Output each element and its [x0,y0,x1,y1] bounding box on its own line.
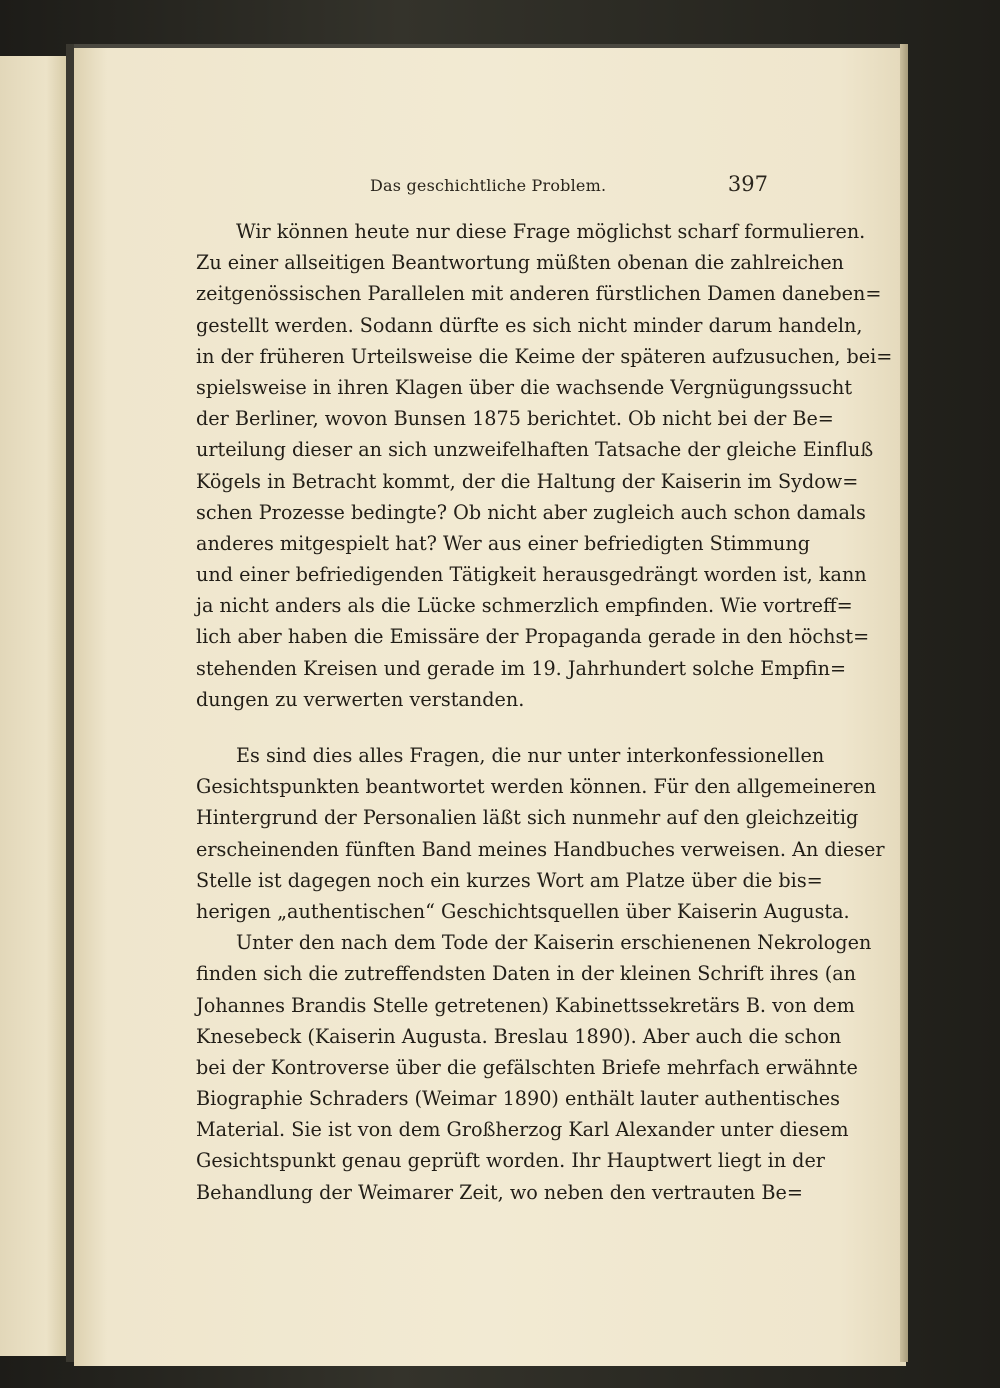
text-line: Knesebeck (Kaiserin Augusta. Breslau 1890). Aber auch die schon [196,1024,842,1048]
page-number: 397 [727,172,768,196]
running-head [120,170,768,200]
text-line: lich aber haben die Emissäre der Propaganda gerade in den höchst= [196,625,870,649]
paragraph [196,216,893,715]
text-line: schen Prozesse bedingte? Ob nicht aber zugleich auch schon damals [196,500,866,524]
text-line: finden sich die zutreffendsten Daten in der kleinen Schrift ihres (an [196,962,857,986]
paragraph [196,927,872,1208]
text-line: Stelle ist dagegen noch ein kurzes Wort am Platze über die bis= [196,868,823,892]
paragraph [196,740,885,927]
text-line: anderes mitgespielt hat? Wer aus einer befriedigten Stimmung [196,531,811,555]
text-line: der Berliner, wovon Bunsen 1875 berichtet. Ob nicht bei der Be= [196,407,834,431]
text-line: Material. Sie ist von dem Großherzog Karl Alexander unter diesem [196,1118,849,1142]
text-line: gestellt werden. Sodann dürfte es sich nicht minder darum handeln, [196,313,863,337]
text-line: herigen „authentischen“ Geschichtsquellen über Kaiserin Augusta. [196,899,850,923]
text-line: Unter den nach dem Tode der Kaiserin erschienenen Nekrologen [236,931,872,955]
text-line: erscheinenden fünften Band meines Handbuches verweisen. An dieser [196,837,885,861]
paragraph-gap [196,715,768,740]
text-line: und einer befriedigenden Tätigkeit herausgedrängt worden ist, kann [196,563,867,587]
text-line: dungen zu verwerten verstanden. [196,687,525,711]
text-line: spielsweise in ihren Klagen über die wachsende Vergnügungssucht [196,375,853,399]
text-line: Es sind dies alles Fragen, die nur unter interkonfessionellen [236,744,825,767]
running-head-title: Das geschichtliche Problem. [370,176,607,195]
text-line: Hintergrund der Personalien läßt sich nunmehr auf den gleichzeitig [196,806,859,830]
text-line: Gesichtspunkten beantwortet werden können. Für den allgemeineren [196,775,877,799]
text-line: Biographie Schraders (Weimar 1890) enthält lauter authentisches [196,1087,840,1111]
text-line: in der früheren Urteilsweise die Keime der späteren aufzusuchen, bei= [196,344,893,368]
text-line: Behandlung der Weimarer Zeit, wo neben den vertrauten Be= [196,1180,803,1204]
text-line: Gesichtspunkt genau geprüft worden. Ihr Hauptwert liegt in der [196,1149,825,1173]
text-line: ja nicht anders als die Lücke schmerzlich empfinden. Wie vortreff= [196,594,853,618]
text-line: Wir können heute nur diese Frage möglichst scharf formulieren. [236,220,866,243]
text-line: Kögels in Betracht kommt, der die Haltung der Kaiserin im Sydow= [196,469,859,493]
text-line: bei der Kontroverse über die gefälschten Briefe mehrfach erwähnte [196,1055,858,1079]
text-line: Zu einer allseitigen Beantwortung müßten obenan die zahlreichen [196,251,844,275]
facing-page-edge [0,56,66,1356]
page-edge [900,44,908,1362]
text-line: urteilung dieser an sich unzweifelhaften Tatsache der gleiche Einfluß [196,438,874,462]
text-line: stehenden Kreisen und gerade im 19. Jahrhundert solche Empfin= [196,656,847,680]
text-line: Johannes Brandis Stelle getretenen) Kabinettssekretärs B. von dem [196,993,855,1017]
text-line: zeitgenössischen Parallelen mit anderen fürstlichen Damen daneben= [196,282,882,306]
body-text [196,216,893,1208]
